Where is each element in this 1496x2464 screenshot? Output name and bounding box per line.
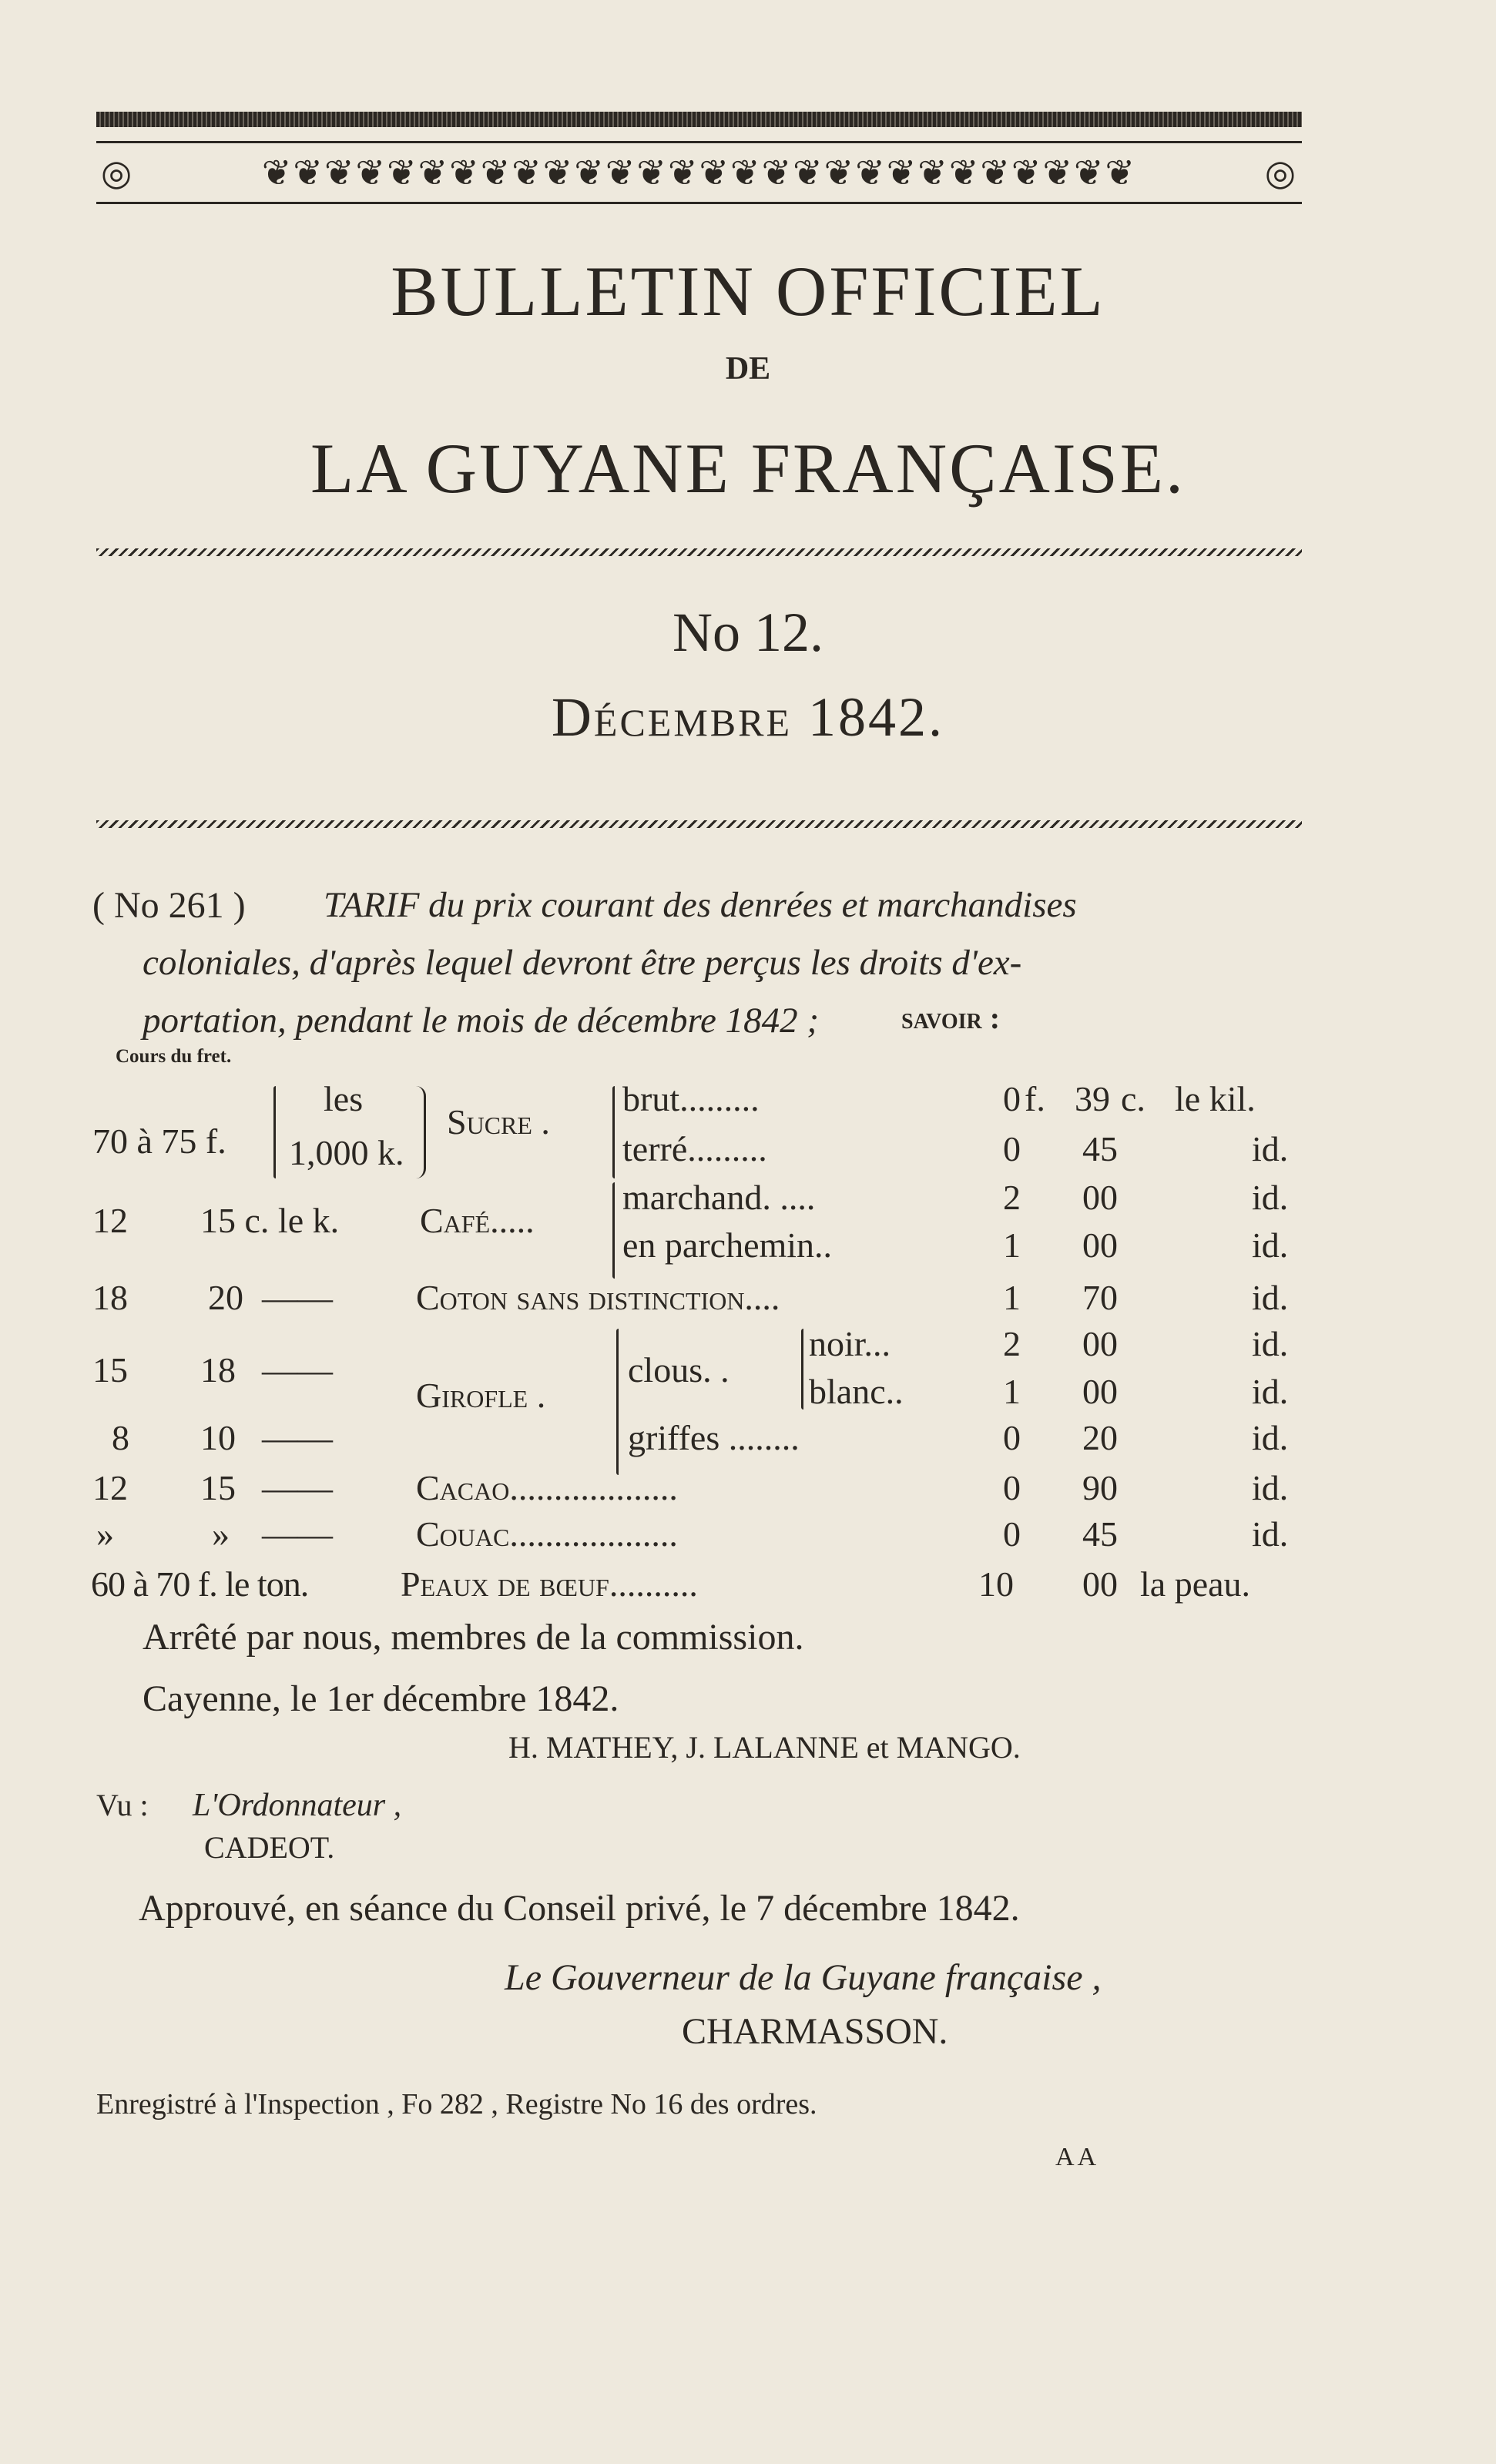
top-rule [96,112,1302,127]
approval-line: Approuvé, en séance du Conseil privé, le 7 décembre 1842. [139,1888,1020,1929]
variety-cell: griffes ........ [628,1418,800,1457]
product-cell: Sucre . [447,1102,550,1141]
product-cell: Café..... [420,1201,535,1240]
ornamental-border: ◎ ❦❦❦❦❦❦❦❦❦❦❦❦❦❦❦❦❦❦❦❦❦❦❦❦❦❦❦❦ ◎ [96,141,1302,204]
date-line: Cayenne, le 1er décembre 1842. [143,1678,619,1719]
ditto-dash: —— [262,1418,333,1457]
ditto-dash: —— [262,1278,333,1317]
issue-number: No 12. [673,602,823,663]
act-text-2: coloniales, d'après lequel devront être perçus les droits d'ex- [143,943,1022,983]
variety-cell: terré......... [622,1129,767,1168]
product-cell: Coton sans distinction.... [416,1278,780,1317]
cadeot: CADEOT. [204,1830,335,1865]
cent-cell: 39 [1075,1079,1110,1118]
unit-cell: id. [1252,1225,1289,1265]
cent-cell: 00 [1082,1324,1118,1363]
unit-cell: id. [1252,1418,1289,1457]
freight-cell: 15 c. le k. [200,1201,340,1240]
savoir: savoir : [901,1001,1001,1035]
freight-cell: 15 [200,1468,236,1507]
variety-cell: noir... [809,1324,891,1363]
product-cell: Cacao................... [416,1468,678,1507]
cent-cell: 00 [1082,1564,1118,1604]
unit-cell: id. [1252,1178,1289,1217]
act-text-3: portation, pendant le mois de décembre 1842 ; [143,1001,820,1041]
freight-cell: 12 [92,1468,128,1507]
act-number: ( No 261 ) [92,885,246,926]
franc-cell: 1 [1003,1278,1021,1317]
freight-cell: 60 à 70 f. le ton. [91,1564,309,1604]
title-line2: LA GUYANE FRANÇAISE. [310,429,1186,508]
franc-cell: 0 [1003,1079,1021,1118]
franc-cell: 0 [1003,1418,1021,1457]
unit-cell: id. [1252,1278,1289,1317]
unit-cell: id. [1252,1514,1289,1554]
cent-cell: 00 [1082,1178,1118,1217]
freight-cell: 8 [112,1418,129,1457]
franc-cell: 2 [1003,1178,1021,1217]
governor-title: Le Gouverneur de la Guyane française , [505,1957,1102,1998]
unit-cell: le kil. [1175,1079,1256,1118]
unit-cell: id. [1252,1372,1289,1411]
title-de: DE [725,351,771,387]
ditto-dash: —— [262,1350,333,1390]
freight-cell: 10 [200,1418,236,1457]
variety-cell: en parchemin.. [622,1225,833,1265]
charmasson: CHARMASSON. [682,2011,948,2052]
unit-cell: id. [1252,1129,1289,1168]
wavy-rule [96,548,1302,556]
franc-cell: 0 [1003,1468,1021,1507]
freight-cell: 15 [92,1350,128,1390]
franc-cell: 0 [1003,1514,1021,1554]
unit-cell: id. [1252,1324,1289,1363]
freight-cell: » [96,1514,114,1554]
franc-cell: 2 [1003,1324,1021,1363]
variety-cell: brut......... [622,1079,760,1118]
signatories: H. MATHEY, J. LALANNE et MANGO. [508,1730,1021,1765]
cent-cell: 00 [1082,1225,1118,1265]
freight-cell: les [324,1079,364,1118]
freight-header: Cours du fret. [116,1046,232,1067]
freight-cell: 18 [200,1350,236,1390]
product-cell: Peaux de bœuf.......... [401,1564,698,1604]
unit-cell: la peau. [1140,1564,1251,1604]
variety-cell: clous. . [628,1350,730,1390]
arrete-line: Arrêté par nous, membres de la commission. [143,1617,804,1658]
cent-unit: c. [1121,1079,1145,1118]
cent-cell: 45 [1082,1129,1118,1168]
registration-line: Enregistré à l'Inspection , Fo 282 , Registre No 16 des ordres. [96,2088,817,2120]
freight-cell: 70 à 75 f. [92,1121,226,1161]
freight-cell: 18 [92,1278,128,1317]
franc-cell: 10 [978,1564,1014,1604]
cent-cell: 45 [1082,1514,1118,1554]
cent-cell: 70 [1082,1278,1118,1317]
freight-cell: 20 [208,1278,243,1317]
act-text-1: TARIF du prix courant des denrées et marchandises [324,885,1077,925]
title-line1: BULLETIN OFFICIEL [391,252,1105,330]
franc-cell: 1 [1003,1372,1021,1411]
franc-cell: 1 [1003,1225,1021,1265]
variety-cell: marchand. .... [622,1178,816,1217]
freight-cell: » [212,1514,230,1554]
cent-cell: 20 [1082,1418,1118,1457]
unit-cell: id. [1252,1468,1289,1507]
wavy-rule [96,820,1302,828]
franc-unit: f. [1025,1079,1045,1118]
freight-cell: 12 [92,1201,128,1240]
product-cell: Couac................... [416,1514,678,1554]
ditto-dash: —— [262,1468,333,1507]
freight-cell: 1,000 k. [289,1133,404,1172]
cent-cell: 90 [1082,1468,1118,1507]
vu-label: Vu : [96,1788,149,1822]
variety-cell: blanc.. [809,1372,904,1411]
ditto-dash: —— [262,1514,333,1554]
cent-cell: 00 [1082,1372,1118,1411]
product-cell: Girofle . [416,1376,546,1415]
signature-mark: AA [1055,2143,1100,2171]
issue-month: Décembre 1842. [551,686,945,748]
ordonnateur: L'Ordonnateur , [193,1788,402,1823]
franc-cell: 0 [1003,1129,1021,1168]
